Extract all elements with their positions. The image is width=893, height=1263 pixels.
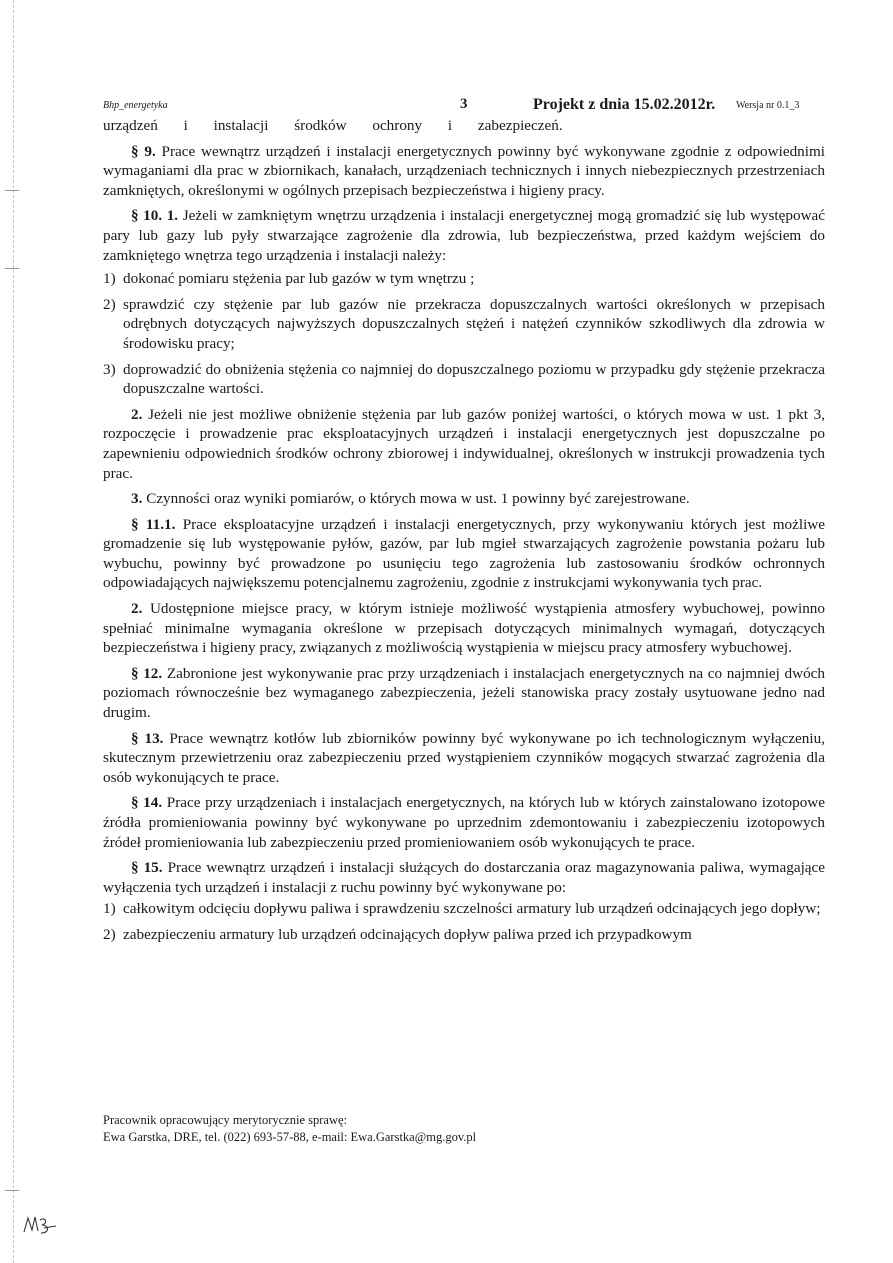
paragraph-text: Prace wewnątrz kotłów lub zbiorników powinny być wykonywane po ich technologicznym wyłączeniu, skutecznym przewietrzeniu oraz zabezpieczeniu przed wystąpieniem czynników mogących stwarzać zagrożenia dla osób wykonujących te prace. bbox=[103, 729, 826, 786]
continuation-line: urządzeń i instalacji środków ochrony i zabezpieczeń. bbox=[103, 117, 563, 134]
paragraph-text: Prace wewnątrz urządzeń i instalacji energetycznych powinny być wykonywane zgodnie z odpowiednimi wymaganiami dla prac w zbiornikach, kanałach, urządzeniach technicznych i innych niebezpiecznych przestrzeniach zamkniętych, określonymi w ogólnych przepisach bezpieczeństwa i higieny pracy. bbox=[103, 142, 826, 199]
paragraph-15 bbox=[103, 858, 825, 897]
list-item bbox=[103, 360, 825, 399]
paragraph-10 bbox=[103, 206, 825, 265]
list-item bbox=[103, 925, 825, 945]
paragraph-text: Czynności oraz wyniki pomiarów, o których mowa w ust. 1 powinny być zarejestrowane. bbox=[146, 490, 690, 508]
paragraph-text: Prace eksploatacyjne urządzeń i instalacji energetycznych, przy wykonywaniu których jest możliwe gromadzenie się lub występowanie pyłów, gazów, par lub mgieł stwarzających zagrożenie powstania pożaru lub wybuchu, powinny być prowadzone po usunięciu tego zagrożenia lub zastosowaniu środków ochronnych odpowiadających największemu potencjalnemu zagrożeniu, zgodnie z instrukcjami wykonywania tych prac. bbox=[103, 515, 825, 592]
list-text: sprawdzić czy stężenie par lub gazów nie przekracza dopuszczalnych wartości określonych w przepisach odrębnych dotyczących najwyższych dopuszczalnych stężeń i natężeń czynników szkodliwych dla zdrowia w środowisku pracy; bbox=[123, 295, 825, 352]
project-date: Projekt z dnia 15.02.2012r. bbox=[533, 96, 716, 113]
section-mark: § 15. bbox=[131, 859, 163, 877]
paragraph-11 bbox=[103, 515, 825, 593]
paragraph-14 bbox=[103, 793, 825, 852]
paragraph-11-ust-2 bbox=[103, 599, 825, 658]
section-mark: § 10. 1. bbox=[131, 207, 179, 225]
ust-mark: 3. bbox=[131, 490, 143, 508]
ust-mark: 2. bbox=[131, 600, 143, 618]
list-item bbox=[103, 269, 825, 289]
list-number: 3) bbox=[103, 360, 116, 378]
footer-author-label: Pracownik opracowujący merytorycznie sprawę: bbox=[103, 1113, 348, 1127]
paragraph-text: Prace przy urządzeniach i instalacjach energetycznych, na których lub w których zainstalowano izotopowe źródła promieniowania powinny być wykonywane po uprzednim zdemontowaniu i zabezpieczeniu izotopowych źródeł promieniowania lub zabezpieczeniu przed promieniowaniem osób wykonujących te prace. bbox=[103, 794, 826, 851]
page-number: 3 bbox=[460, 96, 468, 112]
list-number: 2) bbox=[103, 295, 116, 313]
document-body bbox=[103, 116, 825, 951]
list-number: 1) bbox=[103, 270, 116, 288]
paragraph-text: Jeżeli nie jest możliwe obniżenie stężenia par lub gazów poniżej wartości, o których mowa w ust. 1 pkt 3, rozpoczęcie i prowadzenie prac eksploatacyjnych urządzeń i instalacji energetycznych jest dopuszczalne po zapewnieniu odpowiednich środków ochrony zbiorowej i indywidualnej, określonych w instrukcji prowadzenia tych prac. bbox=[103, 405, 826, 482]
list-number: 1) bbox=[103, 900, 116, 918]
list-text: zabezpieczeniu armatury lub urządzeń odcinających dopływ paliwa przed ich przypadkowym bbox=[123, 925, 692, 943]
paragraph-text: Prace wewnątrz urządzeń i instalacji służących do dostarczania oraz magazynowania paliwa, wymagające wyłączenia tych urządzeń i instalacji z ruchu powinny być wykonywane po: bbox=[103, 859, 826, 896]
file-label: Bhp_energetyka bbox=[103, 100, 168, 111]
paragraph-12 bbox=[103, 664, 825, 723]
margin-tick bbox=[5, 1190, 19, 1191]
list-text: doprowadzić do obniżenia stężenia co najmniej do dopuszczalnego poziomu w przypadku gdy stężenie przekracza dopuszczalne wartości. bbox=[123, 360, 825, 398]
paragraph-9 bbox=[103, 142, 825, 201]
section-mark: § 12. bbox=[131, 664, 163, 682]
page-footer bbox=[103, 1112, 823, 1146]
section-mark: § 11.1. bbox=[131, 515, 176, 533]
version-label: Wersja nr 0.1_3 bbox=[736, 100, 800, 111]
handwritten-initials bbox=[22, 1212, 58, 1236]
margin-tick bbox=[5, 190, 19, 191]
paragraph-text: Udostępnione miejsce pracy, w którym istnieje możliwość wystąpienia atmosfery wybuchowej, powinno spełniać minimalne wymagania określone w przepisach dotyczących minimalnych wymagań, dotyczących bezpieczeństwa i higieny pracy, związanych z możliwością wystąpienia w miejscu pracy atmosfery wybuchowej. bbox=[103, 600, 825, 657]
list-number: 2) bbox=[103, 925, 116, 943]
section-mark: § 14. bbox=[131, 794, 163, 812]
list-text: całkowitym odcięciu dopływu paliwa i sprawdzeniu szczelności armatury lub urządzeń odcinających jego dopływ; bbox=[123, 900, 821, 918]
list-item bbox=[103, 899, 825, 919]
paragraph-text: Jeżeli w zamkniętym wnętrzu urządzenia i instalacji energetycznej mogą gromadzić się lub występować pary lub gazy lub pyły stwarzające zagrożenie dla zdrowia, lub bezpieczeństwa, przed każdym wejściem do zamkniętego wnętrza tego urządzenia i instalacji należy: bbox=[103, 207, 826, 264]
margin-tick bbox=[5, 268, 19, 269]
paragraph-text: Zabronione jest wykonywanie prac przy urządzeniach i instalacjach energetycznych na co najmniej dwóch poziomach równocześnie bez wymaganego zabezpieczenia, jeżeli stanowiska pracy zostały usytuowane jedno nad drugim. bbox=[103, 664, 825, 722]
section-mark: § 9. bbox=[131, 142, 156, 160]
section-mark: § 13. bbox=[131, 729, 164, 747]
list-item bbox=[103, 295, 825, 354]
paragraph-10-ust-3 bbox=[103, 489, 825, 509]
paragraph-10-ust-2 bbox=[103, 405, 825, 483]
ust-mark: 2. bbox=[131, 405, 143, 423]
page-header bbox=[103, 96, 823, 116]
footer-contact: Ewa Garstka, DRE, tel. (022) 693-57-88, e-mail: Ewa.Garstka@mg.gov.pl bbox=[103, 1130, 477, 1144]
list-text: dokonać pomiaru stężenia par lub gazów w tym wnętrzu ; bbox=[123, 270, 475, 288]
paragraph-13 bbox=[103, 729, 825, 788]
